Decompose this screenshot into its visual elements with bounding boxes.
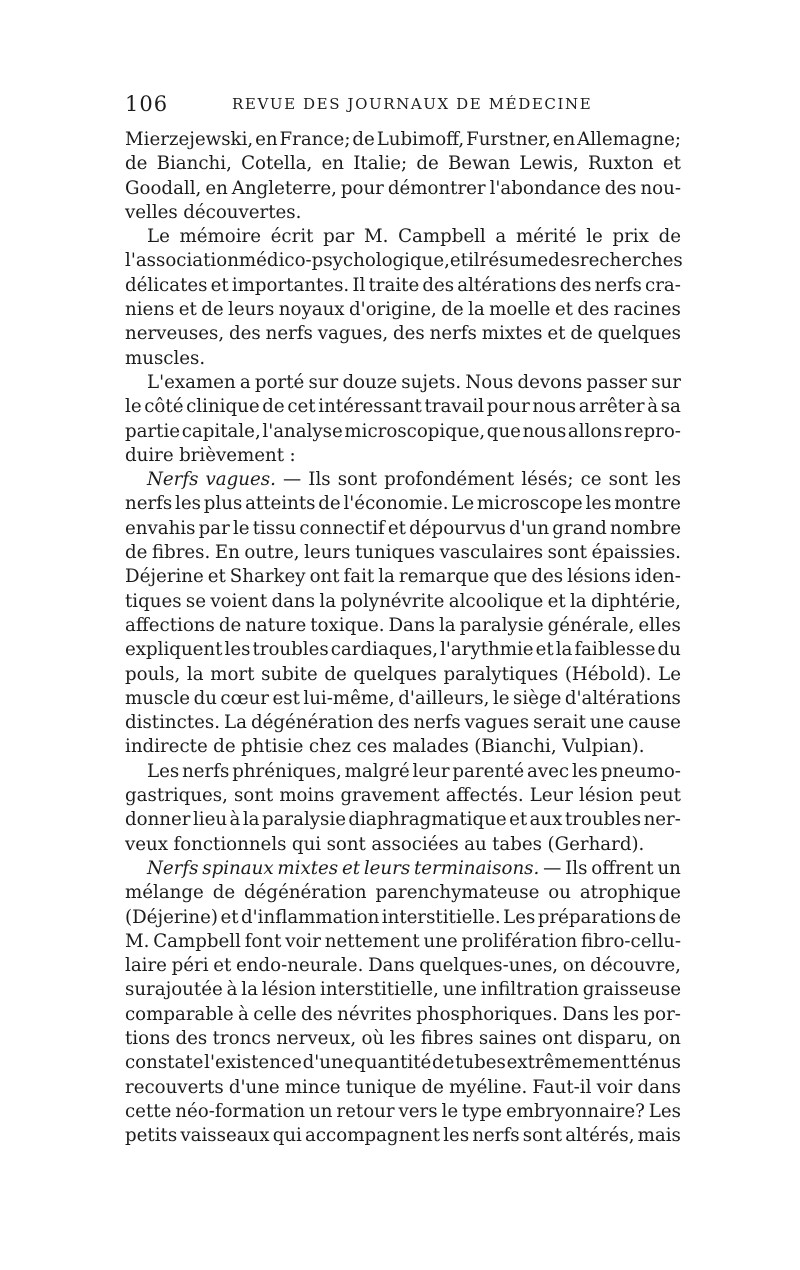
text-line: Le mémoire écrit par M. Campbell a mérité le prix de [147,226,681,248]
text-line: nerfs les plus atteints de l'économie. Le microscope les montre [125,493,681,515]
text-line: de fibres. En outre, leurs tuniques vasculaires sont épaissies. [125,542,681,564]
body-text [125,128,681,1148]
text-line: Déjerine et Sharkey ont fait la remarque que des lésions iden- [125,566,681,588]
text-line: duire brièvement : [125,444,296,466]
text-line: le côté clinique de cet intéressant travail pour nous arrêter à sa [125,396,681,418]
text-line: indirecte de phtisie chez ces malades (Bianchi, Vulpian). [125,736,645,758]
text-line: nerveuses, des nerfs vagues, des nerfs mixtes et de quelques [125,323,681,345]
text-line: expliquent les troubles cardiaques, l'arythmie et la faiblesse du [125,639,681,661]
text-line: Nerfs vagues. — Ils sont profondément lésés; ce sont les [147,469,681,491]
journal-title: REVUE DES JOURNAUX DE MÉDECINE [232,95,593,113]
text-line: envahis par le tissu connectif et dépourvus d'un grand nombre [125,517,681,539]
text-line: Mierzejewski, en France; de Lubimoff, Furstner, en Allemagne; [125,129,681,150]
text-line: de Bianchi, Cotella, en Italie; de Bewan Lewis, Ruxton et [125,153,681,175]
text-line: partie capitale, l'analyse microscopique, que nous allons repro- [125,420,681,442]
text-line: gastriques, sont moins gravement affectés. Leur lésion peut [125,785,681,807]
text-line: Nerfs spinaux mixtes et leurs terminaisons. — Ils offrent un [147,857,681,879]
text-line: recouverts d'une mince tunique de myéline. Faut-il voir dans [125,1076,681,1098]
text-line: mélange de dégénération parenchymateuse ou atrophique [125,882,681,904]
text-line: distinctes. La dégénération des nerfs vagues serait une cause [125,712,681,734]
text-line: M. Campbell font voir nettement une prolifération fibro-cellu- [125,930,681,952]
text-line: constate l'existence d'une quantité de tubes extrêmement ténus [125,1052,681,1074]
text-line: affections de nature toxique. Dans la paralysie générale, elles [125,614,681,636]
text-line: niens et de leurs noyaux d'origine, de la moelle et des racines [125,299,681,321]
text-line: petits vaisseaux qui accompagnent les nerfs sont altérés, mais [125,1125,681,1147]
text-line: (Déjerine) et d'inflammation interstitielle. Les préparations de [125,906,681,928]
text-line: muscle du cœur est lui-même, d'ailleurs, le siège d'altérations [125,687,681,709]
text-line: muscles. [125,347,206,369]
page-number: 106 [125,92,169,116]
text-line: Les nerfs phréniques, malgré leur parenté avec les pneumo- [147,760,681,782]
text-line: tions des troncs nerveux, où les fibres saines ont disparu, on [125,1027,681,1049]
text-line: l'association médico-psychologique, et il résume des recherches [125,250,683,272]
text-line: cette néo-formation un retour vers le type embryonnaire? Les [125,1100,681,1122]
text-line: velles découvertes. [125,201,302,223]
text-line: surajoutée à la lésion interstitielle, une infiltration graisseuse [125,979,681,1001]
text-line: veux fonctionnels qui sont associées au tabes (Gerhard). [125,833,645,855]
text-line: délicates et importantes. Il traite des altérations des nerfs cra- [125,274,681,296]
text-line: L'examen a porté sur douze sujets. Nous devons passer sur [147,371,681,393]
text-line: pouls, la mort subite de quelques paralytiques (Hébold). Le [125,663,681,685]
running-head [125,92,680,122]
text-line: donner lieu à la paralysie diaphragmatique et aux troubles ner- [125,809,681,831]
text-line: Goodall, en Angleterre, pour démontrer l'abondance des nou- [125,177,681,199]
text-line: comparable à celle des névrites phosphoriques. Dans les por- [125,1003,681,1025]
text-line: tiques se voient dans la polynévrite alcoolique et la diphtérie, [125,590,681,612]
text-line: laire péri et endo-neurale. Dans quelques-unes, on découvre, [125,955,681,977]
